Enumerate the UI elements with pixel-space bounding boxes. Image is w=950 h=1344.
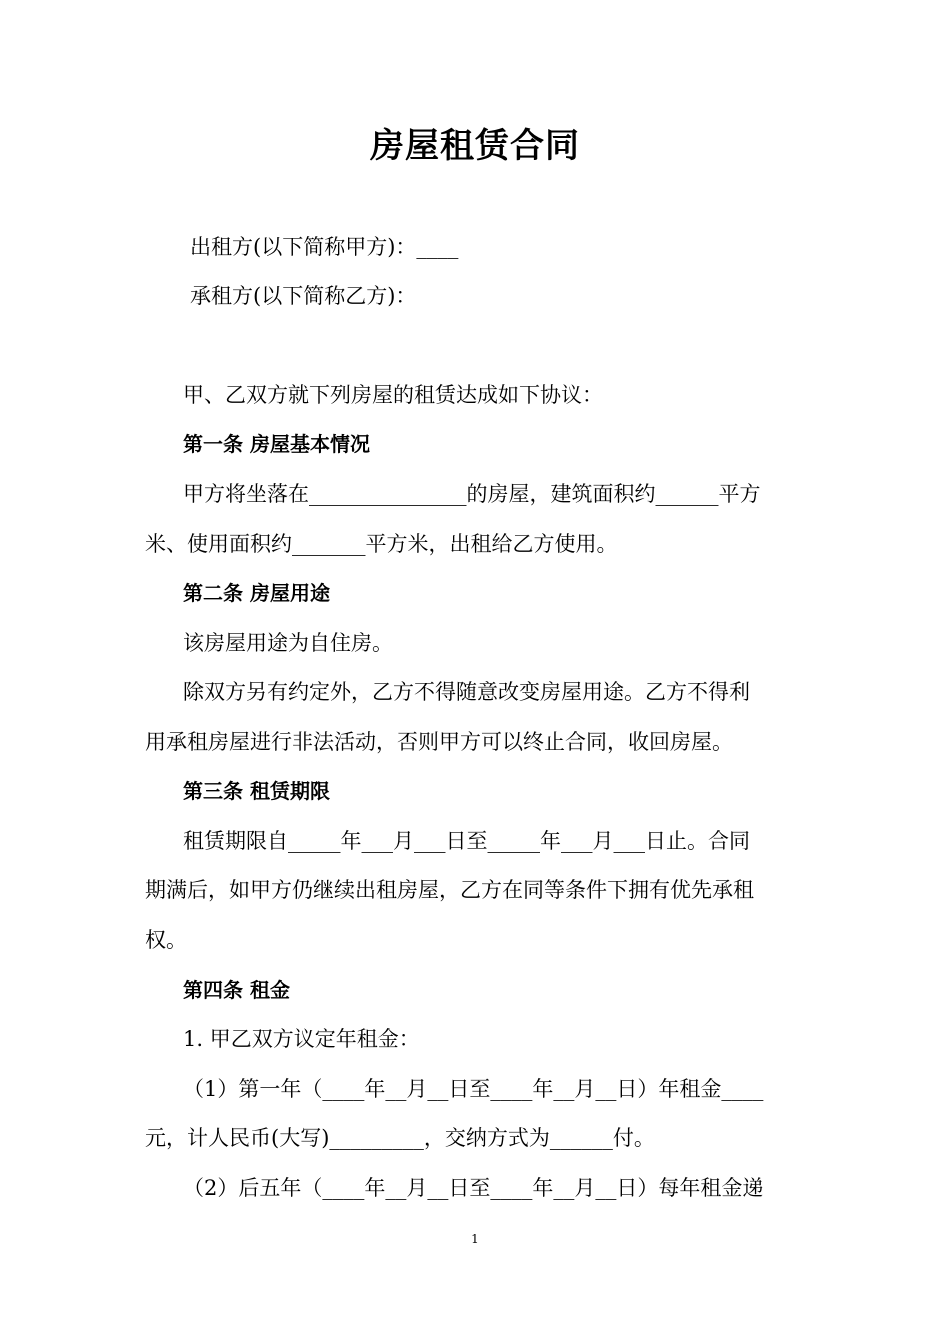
article-3-heading: 第三条 租赁期限	[183, 779, 330, 803]
article-2-heading: 第二条 房屋用途	[183, 581, 330, 605]
lessor-line: 出租方(以下简称甲方)：____	[190, 235, 459, 259]
article-2-text-line: 除双方另有约定外，乙方不得随意改变房屋用途。乙方不得利	[183, 680, 750, 704]
agreement-intro: 甲、乙双方就下列房屋的租赁达成如下协议：	[183, 383, 603, 407]
article-4-text-line: 元，计人民币(大写)_________，交纳方式为______付。	[145, 1126, 655, 1150]
article-3-text-line: 期满后，如甲方仍继续出租房屋，乙方在同等条件下拥有优先承租	[145, 878, 754, 902]
article-4-text-line: （2）后五年（____年__月__日至____年__月__日）每年租金递	[183, 1176, 764, 1200]
document-title: 房屋租赁合同	[370, 126, 580, 166]
article-2-text-line: 用承租房屋进行非法活动，否则甲方可以终止合同，收回房屋。	[145, 730, 733, 754]
article-1-text-line: 米、使用面积约_______平方米，出租给乙方使用。	[145, 532, 618, 556]
article-4-heading: 第四条 租金	[183, 978, 290, 1002]
article-3-text-line: 租赁期限自_____年___月___日至_____年___月___日止。合同	[183, 829, 750, 853]
page-number: 1	[471, 1232, 479, 1246]
lessee-line: 承租方(以下简称乙方)：	[190, 284, 417, 308]
article-1-text-line: 甲方将坐落在_______________的房屋，建筑面积约______平方	[183, 482, 761, 506]
article-2-text-line: 该房屋用途为自住房。	[183, 631, 393, 655]
article-4-text-line: （1）第一年（____年__月__日至____年__月__日）年租金____	[183, 1077, 764, 1101]
article-4-text-line: 1. 甲乙双方议定年租金：	[183, 1027, 420, 1051]
article-1-heading: 第一条 房屋基本情况	[183, 432, 370, 456]
article-3-text-line: 权。	[145, 928, 187, 952]
